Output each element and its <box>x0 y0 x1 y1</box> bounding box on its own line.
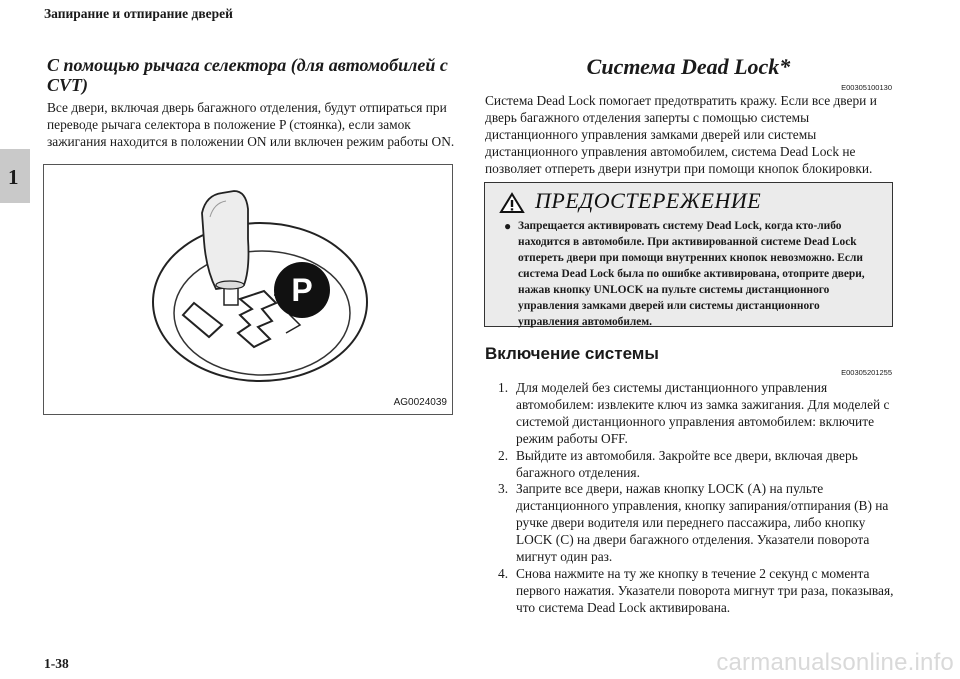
warning-bullet: ● <box>504 219 512 233</box>
activation-heading: Включение системы <box>485 344 659 363</box>
dead-lock-heading: Система Dead Lock* <box>586 54 791 79</box>
warning-text-content: Запрещается активировать систему Dead Lock, когда кто-либо находится в автомобиле. При активированной системе Dead Lock отпереть двери при помощи внутренних кнопок невозможно. Если система Dead Lock была по ошибке активирована, отоприте двери, нажав кнопку UNLOCK на пульте системы дистанционного управления замками дверей или системы дистанционного управления автомобилем. <box>518 220 865 328</box>
activation-heading-code: E00305201255 <box>841 368 892 377</box>
dead-lock-heading-code: E00305100130 <box>841 83 892 92</box>
warning-text <box>504 218 880 330</box>
step-number: 1. <box>498 380 509 395</box>
shift-lever-illustration <box>44 165 454 416</box>
warning-triangle-icon <box>499 192 525 219</box>
step-text: Снова нажмите на ту же кнопку в течение 2 секунд с момента первого нажатия. Указатели поворота мигнут три раза, показывая, что система Dead Lock активирована. <box>516 565 894 615</box>
step-item <box>498 566 898 617</box>
selector-lever-heading: С помощью рычага селектора (для автомобилей с CVT) <box>47 55 448 95</box>
chapter-tab-number: 1 <box>8 165 19 189</box>
step-number: 4. <box>498 565 509 581</box>
warning-title: ПРЕДОСТЕРЕЖЕНИЕ <box>535 188 762 213</box>
warning-header <box>485 183 892 216</box>
step-item <box>498 448 898 482</box>
step-item <box>498 380 898 448</box>
park-position-label: P <box>291 272 313 308</box>
warning-box <box>484 182 893 327</box>
selector-lever-paragraph: Все двери, включая дверь багажного отделения, будут отпираться при переводе рычага селектора в положение P (стоянка), если замок зажигания находится в положении ON или включен режим работы ON. <box>47 100 455 149</box>
page-number: 1-38 <box>44 656 69 671</box>
figure-id: AG0024039 <box>393 397 447 408</box>
running-header: Запирание и отпирание дверей <box>44 6 233 21</box>
step-text: Для моделей без системы дистанционного управления автомобилем: извлеките ключ из замка зажигания. Для моделей с системой дистанционного управления автомобилем: включите режим работы OFF. <box>516 380 890 446</box>
shift-lever-figure <box>43 164 453 415</box>
step-item <box>498 481 898 566</box>
step-number: 3. <box>498 481 509 497</box>
watermark: carmanualsonline.info <box>716 649 954 676</box>
activation-steps-list <box>498 380 898 617</box>
step-number: 2. <box>498 447 509 463</box>
dead-lock-paragraph: Система Dead Lock помогает предотвратить кражу. Если все двери и дверь багажного отделения заперты с помощью системы дистанционного управления замками дверей или системы дистанционного управления автомобилем, система Dead Lock не позволяет отпереть двери изнутри при помощи кнопок блокировки. <box>485 93 877 176</box>
step-text: Заприте все двери, нажав кнопку LOCK (A) на пульте дистанционного управления, кнопку запирания/отпирания (B) на ручке двери водителя или переднего пассажира, либо кнопку LOCK (C) на двери багажного отделения. Указатели поворота мигнут один раз. <box>516 481 889 565</box>
step-text: Выйдите из автомобиля. Закройте все двери, включая дверь багажного отделения. <box>516 447 858 480</box>
